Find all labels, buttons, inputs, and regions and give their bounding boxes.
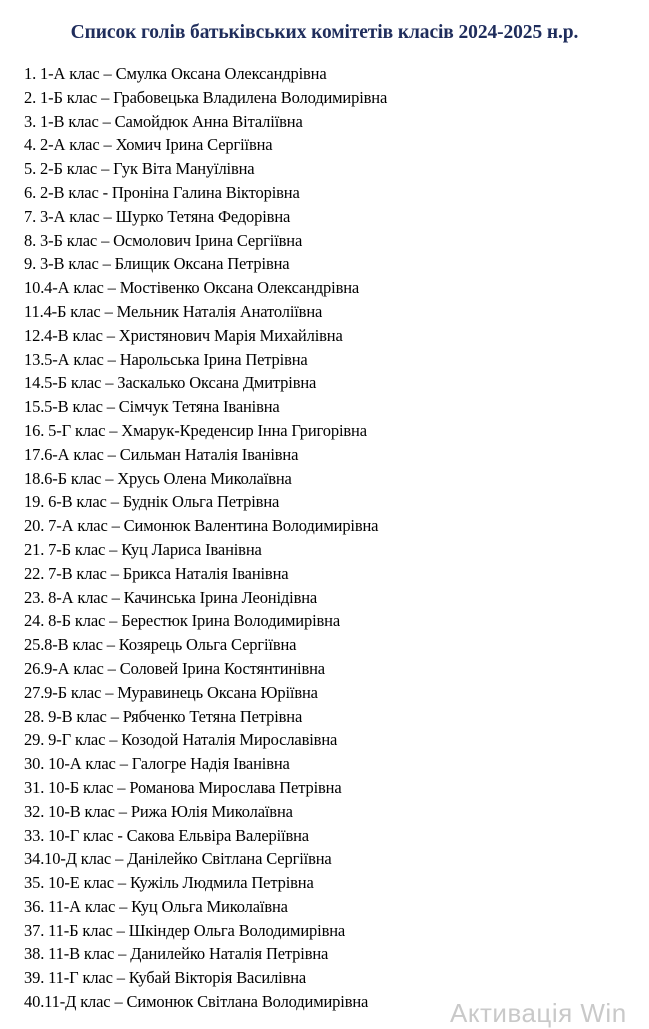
list-item: 14.5-Б клас – Заскалько Оксана Дмитрівна [24,373,317,393]
list-item: 26.9-А клас – Соловей Ірина Костянтинівна [24,658,325,678]
list-item: 28. 9-В клас – Рябченко Тетяна Петрівна [24,706,303,726]
list-item: 11.4-Б клас – Мельник Наталія Анатоліївна [24,301,323,321]
list-item: 10.4-А клас – Мостівенко Оксана Олександрівна [24,278,360,298]
list-item: 36. 11-А клас – Куц Ольга Миколаївна [24,896,288,916]
list-item: 21. 7-Б клас – Куц Лариса Іванівна [24,539,262,559]
list-item: 24. 8-Б клас – Берестюк Ірина Володимирівна [24,611,341,631]
list-item: 39. 11-Г клас – Кубай Вікторія Василівна [24,968,307,988]
list-item: 23. 8-А клас – Качинська Ірина Леонідівна [24,587,318,607]
list-item: 22. 7-В клас – Брикса Наталія Іванівна [24,563,289,583]
list-item: 40.11-Д клас – Симонюк Світлана Володимирівна [24,992,369,1012]
list-item: 34.10-Д клас – Данілейко Світлана Сергіївна [24,849,332,869]
list-item: 25.8-В клас – Козярець Ольга Сергіївна [24,635,297,655]
list-item: 2. 1-Б клас – Грабовецька Владилена Володимирівна [24,87,388,107]
list-item: 7. 3-А клас – Шурко Тетяна Федорівна [24,206,291,226]
list-item: 16. 5-Г клас – Хмарук-Креденсир Інна Григорівна [24,420,367,440]
list-item: 17.6-А клас – Сильман Наталія Іванівна [24,444,299,464]
list-item: 12.4-В клас – Христянович Марія Михайлівна [24,325,343,345]
list-item: 1. 1-А клас – Смулка Оксана Олександрівна [24,64,327,83]
list-item: 18.6-Б клас – Хрусь Олена Миколаївна [24,468,292,488]
list-item: 30. 10-А клас – Галогре Надія Іванівна [24,754,290,774]
list-item: 35. 10-Е клас – Кужіль Людмила Петрівна [24,873,314,893]
list-item: 9. 3-В клас – Блищик Оксана Петрівна [24,254,290,274]
list-item: 6. 2-В клас - Проніна Галина Вікторівна [24,182,300,202]
list-item: 20. 7-А клас – Симонюк Валентина Володимирівна [24,516,379,536]
committee-list [24,62,387,1014]
list-item: 13.5-А клас – Нарольська Ірина Петрівна [24,349,308,369]
list-item: 32. 10-В клас – Рижа Юлія Миколаївна [24,801,293,821]
list-item: 37. 11-Б клас – Шкіндер Ольга Володимирівна [24,920,346,940]
list-item: 15.5-В клас – Сімчук Тетяна Іванівна [24,397,280,417]
list-item: 29. 9-Г клас – Козодой Наталія Мирославівна [24,730,338,750]
list-item: 27.9-Б клас – Муравинець Оксана Юріївна [24,682,318,702]
list-item: 5. 2-Б клас – Гук Віта Мануїлівна [24,159,255,179]
document-title: Список голів батьківських комітетів класів 2024-2025 н.р. [70,22,579,43]
windows-activation-watermark: Активація Win [450,998,627,1028]
list-item: 3. 1-В клас – Самойдюк Анна Віталіївна [24,111,303,131]
list-item: 38. 11-В клас – Данилейко Наталія Петрівна [24,944,329,964]
list-item: 31. 10-Б клас – Романова Мирослава Петрівна [24,777,342,797]
list-item: 4. 2-А клас – Хомич Ірина Сергіївна [24,135,273,155]
list-item: 19. 6-В клас – Буднік Ольга Петрівна [24,492,280,512]
list-item: 8. 3-Б клас – Осмолович Ірина Сергіївна [24,230,303,250]
list-item: 33. 10-Г клас - Сакова Ельвіра Валеріївна [24,825,309,845]
